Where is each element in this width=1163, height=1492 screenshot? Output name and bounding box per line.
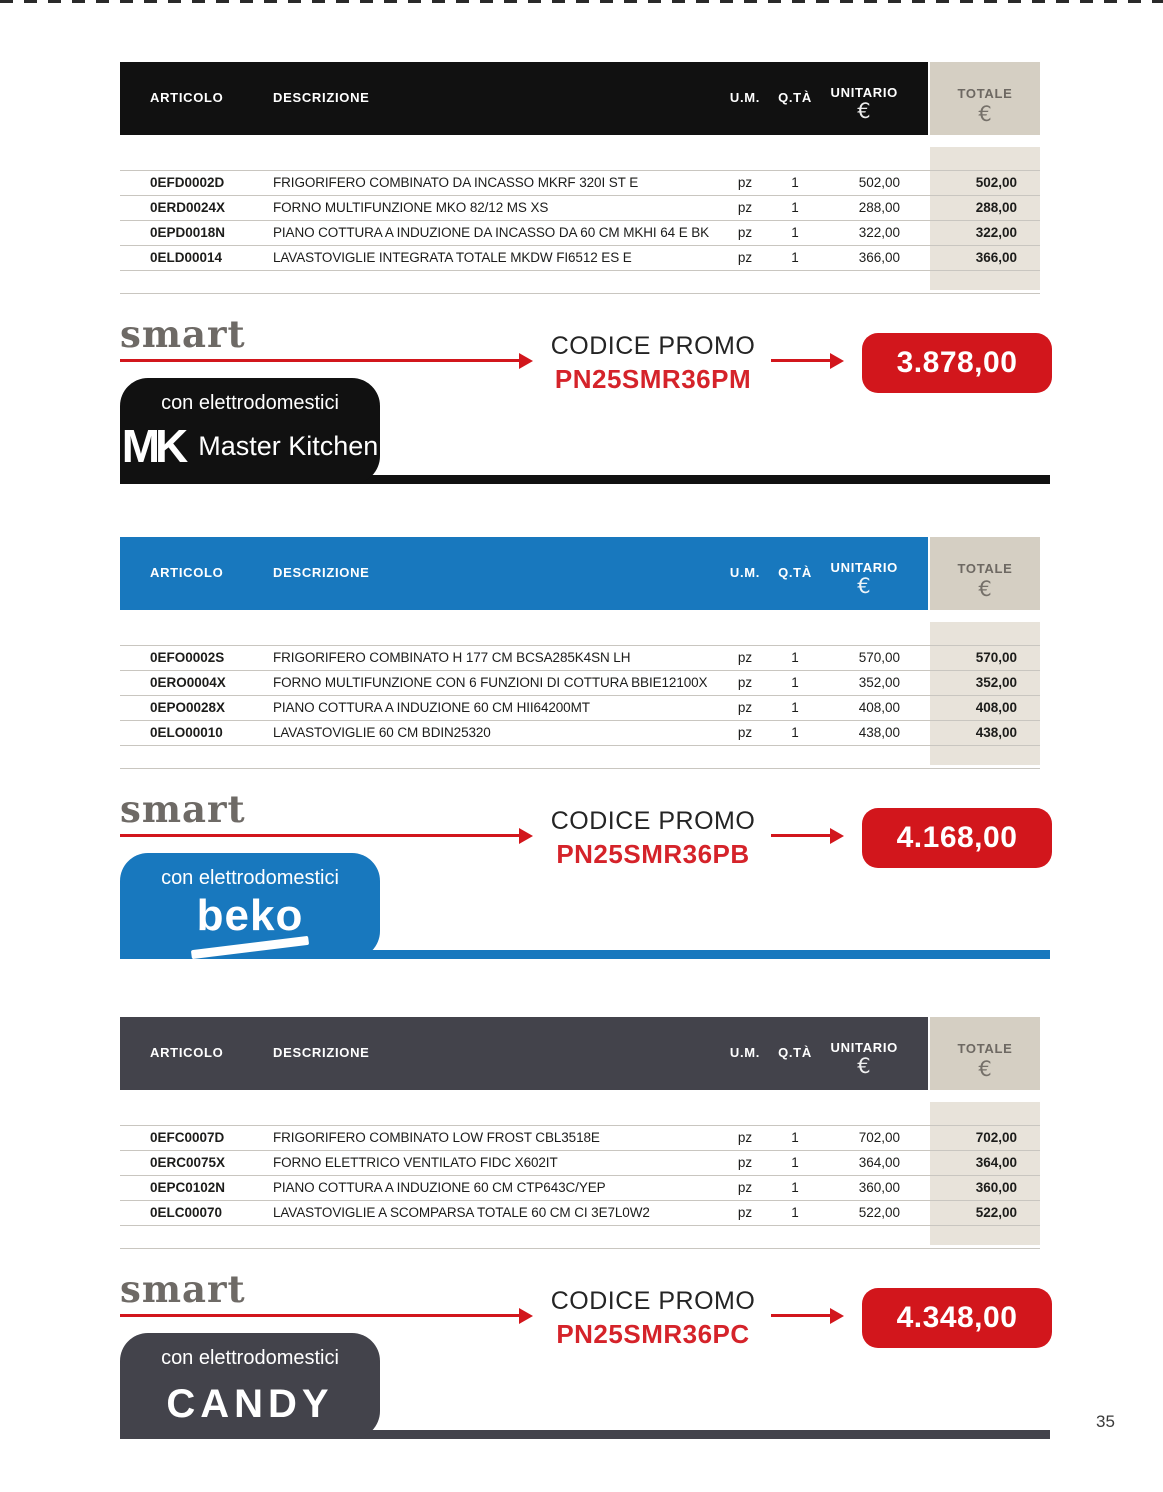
smart-label: smart <box>120 1267 246 1311</box>
table-row <box>120 245 1040 270</box>
column-header-um: U.M. <box>729 90 761 105</box>
euro-symbol: € <box>857 1054 872 1078</box>
table-row <box>120 1150 1040 1175</box>
table-header <box>120 1017 928 1090</box>
column-header-totale: TOTALE € <box>930 537 1040 610</box>
descrizione-cell: LAVASTOVIGLIE INTEGRATA TOTALE MKDW FI6512 ES E <box>273 250 632 265</box>
unitario-cell: 364,00 <box>858 1155 900 1170</box>
articolo-cell: 0EPD0018N <box>150 225 226 240</box>
articolo-cell: 0ERD0024X <box>150 200 226 215</box>
promo-code: PN25SMR36PC <box>556 1319 750 1349</box>
articolo-cell: 0ELC00070 <box>150 1205 223 1220</box>
um-cell: pz <box>737 200 753 215</box>
column-header-articolo: ARTICOLO <box>150 565 224 580</box>
page-top-dashed-border <box>0 0 1163 3</box>
euro-symbol: € <box>978 102 992 126</box>
table-row <box>120 720 1040 745</box>
qta-cell: 1 <box>791 650 799 665</box>
table-row <box>120 1125 1040 1150</box>
qta-cell: 1 <box>791 250 799 265</box>
column-header-descrizione: DESCRIZIONE <box>273 565 370 580</box>
totale-cell: 702,00 <box>975 1130 1017 1145</box>
descrizione-cell: PIANO COTTURA A INDUZIONE DA INCASSO DA 60 CM MKHI 64 E BK <box>273 225 710 240</box>
table-bottom-line <box>120 768 1040 769</box>
articolo-cell: 0EPC0102N <box>150 1180 226 1195</box>
column-header-unitario: UNITARIO € <box>830 560 898 598</box>
promo-code: PN25SMR36PB <box>556 839 750 869</box>
column-header-unitario: UNITARIO € <box>830 1040 898 1078</box>
table-row <box>120 1200 1040 1225</box>
totale-cell: 366,00 <box>975 250 1017 265</box>
totale-cell: 364,00 <box>975 1155 1017 1170</box>
column-header-totale: TOTALE € <box>930 62 1040 135</box>
descrizione-cell: PIANO COTTURA A INDUZIONE 60 CM HII64200MT <box>273 700 590 715</box>
column-header-qta: Q.TÀ <box>778 565 812 580</box>
descrizione-cell: PIANO COTTURA A INDUZIONE 60 CM CTP643C/YEP <box>273 1180 606 1195</box>
euro-symbol: € <box>978 1057 992 1081</box>
arrow-right-icon <box>771 359 831 362</box>
table-bottom-line <box>120 1248 1040 1249</box>
um-cell: pz <box>737 1155 753 1170</box>
promo-code: PN25SMR36PM <box>554 364 752 394</box>
column-header-descrizione: DESCRIZIONE <box>273 90 370 105</box>
unitario-cell: 322,00 <box>858 225 900 240</box>
qta-cell: 1 <box>791 200 799 215</box>
euro-symbol: € <box>978 577 992 601</box>
qta-cell: 1 <box>791 725 799 740</box>
unitario-cell: 352,00 <box>858 675 900 690</box>
qta-cell: 1 <box>791 675 799 690</box>
brand-tagline: con elettrodomestici <box>161 392 339 414</box>
articolo-cell: 0EPO0028X <box>150 700 226 715</box>
arrow-right-icon <box>771 834 831 837</box>
table-header <box>120 62 928 135</box>
descrizione-cell: FRIGORIFERO COMBINATO LOW FROST CBL3518E <box>273 1130 600 1145</box>
table-row <box>120 645 1040 670</box>
column-header-articolo: ARTICOLO <box>150 90 224 105</box>
brand-name: Master Kitchen <box>198 430 379 461</box>
descrizione-cell: LAVASTOVIGLIE A SCOMPARSA TOTALE 60 CM CI 3E7L0W2 <box>273 1205 650 1220</box>
unitario-cell: 570,00 <box>858 650 900 665</box>
table-row <box>120 1175 1040 1200</box>
row-separator <box>120 1225 1040 1226</box>
brand-tagline: con elettrodomestici <box>161 1347 339 1369</box>
column-header-articolo: ARTICOLO <box>150 1045 224 1060</box>
um-cell: pz <box>737 250 753 265</box>
euro-symbol: € <box>857 574 872 598</box>
unitario-cell: 360,00 <box>858 1180 900 1195</box>
codice-promo-label: CODICE PROMO <box>550 332 756 360</box>
column-header-descrizione: DESCRIZIONE <box>273 1045 370 1060</box>
codice-promo-label: CODICE PROMO <box>550 807 756 835</box>
totale-cell: 502,00 <box>975 175 1017 190</box>
unitario-cell: 438,00 <box>858 725 900 740</box>
promo-total-badge: 3.878,00 <box>862 333 1052 393</box>
promo-total-badge: 4.168,00 <box>862 808 1052 868</box>
um-cell: pz <box>737 1180 753 1195</box>
codice-promo-label: CODICE PROMO <box>550 1287 756 1315</box>
articolo-cell: 0EFO0002S <box>150 650 225 665</box>
qta-cell: 1 <box>791 700 799 715</box>
brand-tagline: con elettrodomestici <box>161 867 339 889</box>
brand-block-master-kitchen <box>120 378 380 484</box>
page-number: 35 <box>1096 1412 1115 1431</box>
table-row <box>120 670 1040 695</box>
articolo-cell: 0EFD0002D <box>150 175 225 190</box>
articolo-cell: 0ELD00014 <box>150 250 223 265</box>
unitario-cell: 288,00 <box>858 200 900 215</box>
table-row <box>120 170 1040 195</box>
totale-cell: 570,00 <box>975 650 1017 665</box>
table-row <box>120 695 1040 720</box>
unitario-cell: 522,00 <box>858 1205 900 1220</box>
arrow-right-icon <box>771 1314 831 1317</box>
promo-section-master-kitchen <box>0 62 1163 502</box>
um-cell: pz <box>737 675 753 690</box>
totale-cell: 438,00 <box>975 725 1017 740</box>
table-header <box>120 537 928 610</box>
row-separator <box>120 745 1040 746</box>
promo-section-beko <box>0 537 1163 977</box>
qta-cell: 1 <box>791 225 799 240</box>
qta-cell: 1 <box>791 1130 799 1145</box>
um-cell: pz <box>737 225 753 240</box>
promo-section-candy <box>0 1017 1163 1457</box>
column-header-qta: Q.TÀ <box>778 90 812 105</box>
column-header-qta: Q.TÀ <box>778 1045 812 1060</box>
euro-symbol: € <box>857 99 872 123</box>
smart-label: smart <box>120 787 246 831</box>
articolo-cell: 0ERC0075X <box>150 1155 226 1170</box>
um-cell: pz <box>737 1205 753 1220</box>
descrizione-cell: FORNO ELETTRICO VENTILATO FIDC X602IT <box>273 1155 558 1170</box>
totale-cell: 522,00 <box>975 1205 1017 1220</box>
totale-cell: 352,00 <box>975 675 1017 690</box>
master-kitchen-monogram-logo: MK <box>121 420 184 472</box>
column-header-totale: TOTALE € <box>930 1017 1040 1090</box>
qta-cell: 1 <box>791 175 799 190</box>
unitario-cell: 702,00 <box>858 1130 900 1145</box>
table-bottom-line <box>120 293 1040 294</box>
descrizione-cell: FORNO MULTIFUNZIONE MKO 82/12 MS XS <box>273 200 549 215</box>
um-cell: pz <box>737 650 753 665</box>
descrizione-cell: LAVASTOVIGLIE 60 CM BDIN25320 <box>273 725 491 740</box>
totale-cell: 322,00 <box>975 225 1017 240</box>
descrizione-cell: FORNO MULTIFUNZIONE CON 6 FUNZIONI DI COTTURA BBIE12100X <box>273 675 708 690</box>
articolo-cell: 0EFC0007D <box>150 1130 225 1145</box>
descrizione-cell: FRIGORIFERO COMBINATO H 177 CM BCSA285K4SN LH <box>273 650 631 665</box>
smart-label: smart <box>120 312 246 356</box>
articolo-cell: 0ELO00010 <box>150 725 223 740</box>
qta-cell: 1 <box>791 1155 799 1170</box>
unitario-cell: 502,00 <box>858 175 900 190</box>
totale-cell: 288,00 <box>975 200 1017 215</box>
table-row <box>120 220 1040 245</box>
unitario-cell: 366,00 <box>858 250 900 265</box>
unitario-cell: 408,00 <box>858 700 900 715</box>
column-header-um: U.M. <box>729 1045 761 1060</box>
brand-block-beko <box>120 853 380 959</box>
totale-cell: 408,00 <box>975 700 1017 715</box>
um-cell: pz <box>737 175 753 190</box>
um-cell: pz <box>737 700 753 715</box>
arrow-right-icon <box>120 1314 520 1317</box>
candy-logo: CANDY <box>166 1382 334 1426</box>
row-separator <box>120 270 1040 271</box>
column-header-um: U.M. <box>729 565 761 580</box>
arrow-right-icon <box>120 359 520 362</box>
descrizione-cell: FRIGORIFERO COMBINATO DA INCASSO MKRF 320I ST E <box>273 175 639 190</box>
brand-block-candy <box>120 1333 380 1439</box>
beko-logo: beko <box>196 891 304 940</box>
articolo-cell: 0ERO0004X <box>150 675 226 690</box>
um-cell: pz <box>737 1130 753 1145</box>
totale-cell: 360,00 <box>975 1180 1017 1195</box>
promo-total-badge: 4.348,00 <box>862 1288 1052 1348</box>
table-row <box>120 195 1040 220</box>
column-header-unitario: UNITARIO € <box>830 85 898 123</box>
qta-cell: 1 <box>791 1205 799 1220</box>
um-cell: pz <box>737 725 753 740</box>
qta-cell: 1 <box>791 1180 799 1195</box>
arrow-right-icon <box>120 834 520 837</box>
